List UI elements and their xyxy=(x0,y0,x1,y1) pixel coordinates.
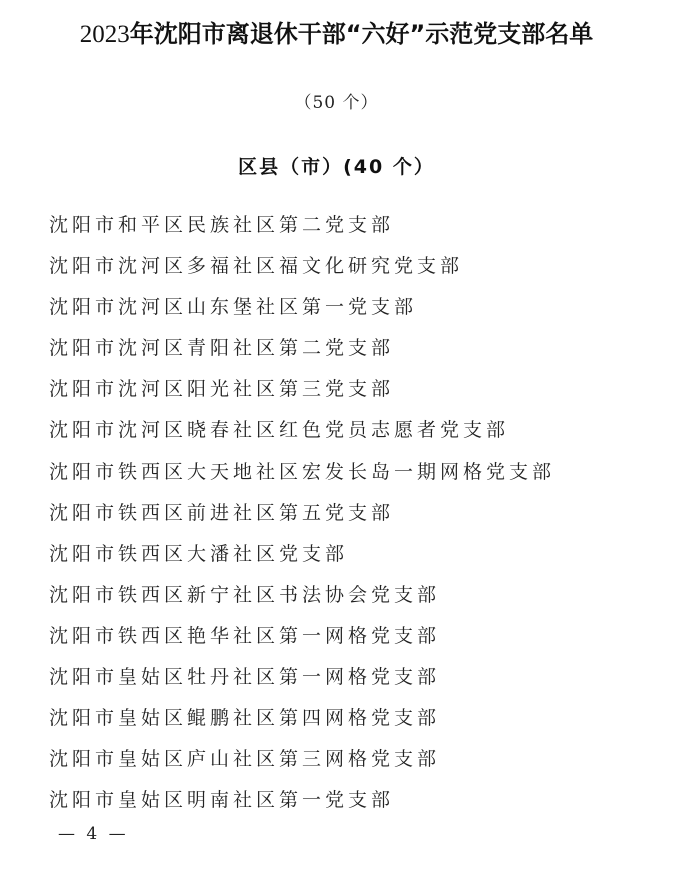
list-item: 沈阳市沈河区多福社区福文化研究党支部 xyxy=(49,255,464,278)
list-item: 沈阳市铁西区前进社区第五党支部 xyxy=(49,501,395,524)
list-item: 沈阳市铁西区新宁社区书法协会党支部 xyxy=(49,583,441,606)
list-item: 沈阳市和平区民族社区第二党支部 xyxy=(49,214,395,236)
list-item: 沈阳市铁西区大天地社区宏发长岛一期网格党支部 xyxy=(49,460,556,483)
list-item: 沈阳市皇姑区庐山社区第三网格党支部 xyxy=(49,748,441,771)
list-item: 沈阳市沈河区晓春社区红色党员志愿者党支部 xyxy=(49,419,510,442)
list-item: 沈阳市皇姑区牡丹社区第一网格党支部 xyxy=(49,666,441,689)
list-item: 沈阳市沈河区阳光社区第三党支部 xyxy=(49,378,395,401)
list-item: 沈阳市铁西区艳华社区第一网格党支部 xyxy=(49,624,441,647)
list-item: 沈阳市皇姑区明南社区第一党支部 xyxy=(49,789,395,812)
section-heading: 区县（市）(40 个） xyxy=(238,156,435,178)
list-item: 沈阳市铁西区大潘社区党支部 xyxy=(49,542,349,565)
total-count: （50 个） xyxy=(294,93,379,113)
list-item: 沈阳市沈河区山东堡社区第一党支部 xyxy=(49,296,418,319)
document-title xyxy=(0,14,673,49)
title-text: 年沈阳市离退休干部“六好”示范党支部名单 xyxy=(129,20,594,48)
page-number: — 4 — xyxy=(58,824,129,844)
list-item: 沈阳市沈河区青阳社区第二党支部 xyxy=(49,337,395,360)
title-year: 2023 xyxy=(79,21,130,48)
list-item: 沈阳市皇姑区鲲鹏社区第四网格党支部 xyxy=(49,707,441,730)
branch-list xyxy=(49,210,555,826)
